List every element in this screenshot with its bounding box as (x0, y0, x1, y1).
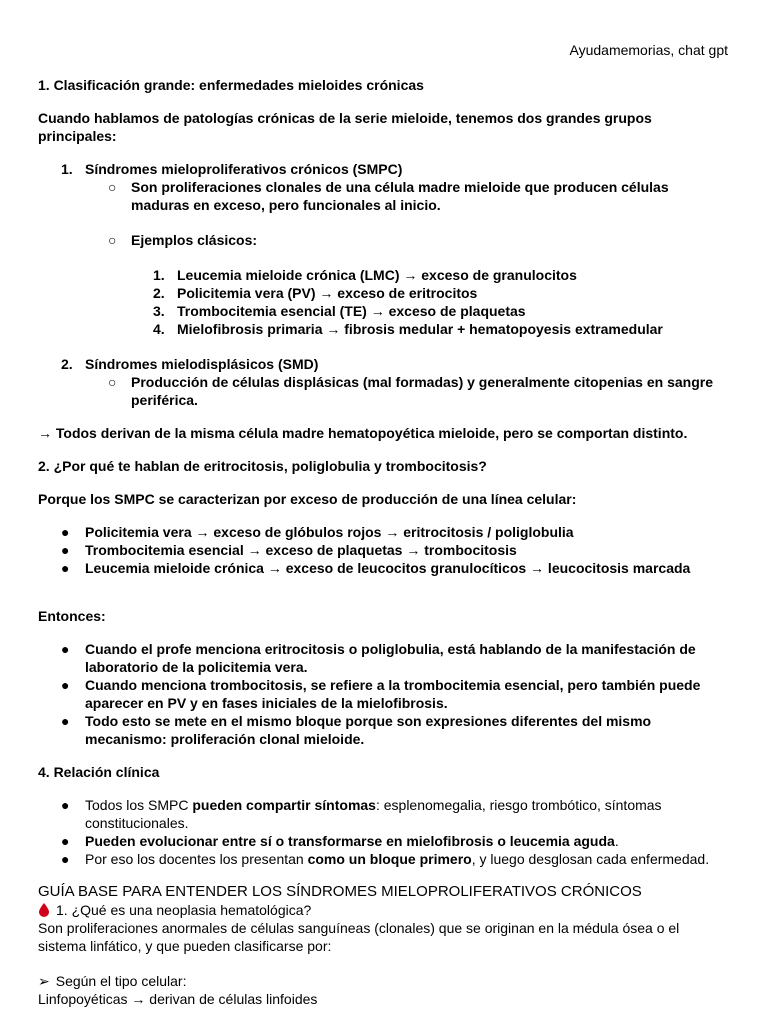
example-text: Trombocitemia esencial (TE) → exceso de plaquetas (177, 303, 526, 319)
group1-bullet2-text: Ejemplos clásicos: (131, 232, 258, 248)
guide-title: GUÍA BASE PARA ENTENDER LOS SÍNDROMES MIELOPROLIFERATIVOS CRÓNICOS (38, 883, 642, 900)
bullet-dot-icon: ● (61, 797, 70, 813)
list-item (38, 559, 730, 577)
group1-heading (38, 160, 730, 178)
example-number: 1. (153, 267, 165, 283)
arrowhead-icon: ➢ (38, 973, 50, 989)
list-item (38, 676, 730, 712)
list-item-text: Todo esto se mete en el mismo bloque porque son expresiones diferentes del mismo mecanismo: proliferación clonal mieloide. (85, 713, 652, 747)
circle-bullet-icon: ○ (108, 232, 117, 248)
guide-question-text: 1. ¿Qué es una neoplasia hematológica? (56, 902, 312, 918)
example-text: Mielofibrosis primaria → fibrosis medular + hematopoyesis extramedular (177, 321, 663, 337)
text-run: , y luego desglosan cada enfermedad. (471, 851, 710, 867)
list-item-text: Leucemia mieloide crónica → exceso de leucocitos granulocíticos → leucocitosis marcada (85, 560, 691, 576)
text-run: : esplenomegalia, riesgo trombótico, síntomas constitucionales. (85, 797, 662, 831)
example-item (38, 320, 730, 338)
example-text: Leucemia mieloide crónica (LMC) → exceso de granulocitos (177, 267, 577, 283)
guide-question (38, 901, 730, 919)
group2-number: 2. (61, 356, 73, 372)
section1-intro: Cuando hablamos de patologías crónicas de la serie mieloide, tenemos dos grandes grupos principales: (38, 110, 652, 144)
group1-number: 1. (61, 161, 73, 177)
example-number: 3. (153, 303, 165, 319)
list-item (38, 712, 730, 748)
list-item (38, 640, 730, 676)
example-number: 4. (153, 321, 165, 337)
guide-by-type (38, 972, 730, 990)
section4-title: 4. Relación clínica (38, 764, 160, 780)
list-item-text (85, 850, 730, 868)
list-item-text: Cuando el profe menciona eritrocitosis o poliglobulia, está hablando de la manifestación de laboratorio de la policitemia vera. (85, 641, 696, 675)
circle-bullet-icon: ○ (108, 179, 117, 195)
guide-answer: Son proliferaciones anormales de células sanguíneas (clonales) que se originan en la médula ósea o el sistema linfático, y que pueden clasificarse por: (38, 920, 680, 954)
circle-bullet-icon: ○ (108, 374, 117, 390)
group2-bullet1-text: Producción de células displásicas (mal formadas) y generalmente citopenias en sangre periférica. (131, 374, 713, 408)
text-run-bold: pueden compartir síntomas (192, 797, 376, 813)
list-item (38, 832, 730, 850)
group1-bullet1 (38, 178, 730, 214)
example-text: Policitemia vera (PV) → exceso de eritrocitos (177, 285, 478, 301)
bullet-dot-icon: ● (61, 524, 70, 540)
bullet-dot-icon: ● (61, 542, 70, 558)
list-item (38, 850, 730, 868)
list-item (38, 523, 730, 541)
list-item-text: Trombocitemia esencial → exceso de plaquetas → trombocitosis (85, 542, 517, 558)
list-item-text: Policitemia vera → exceso de glóbulos rojos → eritrocitosis / poliglobulia (85, 524, 574, 540)
list-item (38, 796, 730, 832)
group1-title: Síndromes mieloproliferativos crónicos (SMPC) (85, 161, 403, 177)
text-run-bold: como un bloque primero (307, 851, 472, 867)
header-doc-label: Ayudamemorias, chat gpt (569, 42, 728, 58)
section2-intro: Porque los SMPC se caracterizan por exceso de producción de una línea celular: (38, 491, 577, 507)
blood-drop-icon (38, 903, 50, 917)
example-item (38, 266, 730, 284)
example-item (38, 302, 730, 320)
group2-heading (38, 355, 730, 373)
bullet-dot-icon: ● (61, 833, 70, 849)
list-item-text (85, 832, 730, 850)
section1-title: 1. Clasificación grande: enfermedades mieloides crónicas (38, 77, 424, 93)
bullet-dot-icon: ● (61, 713, 70, 729)
group2-bullet1 (38, 373, 730, 409)
section2-title: 2. ¿Por qué te hablan de eritrocitosis, poliglobulia y trombocitosis? (38, 458, 487, 474)
guide-by-type-text: Según el tipo celular: (55, 973, 187, 989)
bullet-dot-icon: ● (61, 641, 70, 657)
group1-bullet1-text: Son proliferaciones clonales de una célula madre mieloide que producen células maduras en exceso, pero funcionales al inicio. (131, 179, 669, 213)
bullet-dot-icon: ● (61, 560, 70, 576)
entonces-label: Entonces: (38, 608, 106, 624)
text-run: Todos los SMPC (85, 797, 193, 813)
group2-title: Síndromes mielodisplásicos (SMD) (85, 356, 319, 372)
text-run: Por eso los docentes los presentan (85, 851, 308, 867)
example-item (38, 284, 730, 302)
bullet-dot-icon: ● (61, 851, 70, 867)
list-item (38, 541, 730, 559)
example-number: 2. (153, 285, 165, 301)
section1-conclusion: → Todos derivan de la misma célula madre hematopoyética mieloide, pero se comportan distinto. (38, 425, 688, 441)
text-run: . (614, 833, 619, 849)
guide-lymph: Linfopoyéticas → derivan de células linfoides (38, 991, 318, 1007)
document-body (38, 76, 730, 1008)
bullet-dot-icon: ● (61, 677, 70, 693)
group1-bullet2 (38, 231, 730, 249)
text-run-bold: Pueden evolucionar entre sí o transformarse en mielofibrosis o leucemia aguda (85, 833, 615, 849)
list-item-text (85, 796, 730, 832)
list-item-text: Cuando menciona trombocitosis, se refiere a la trombocitemia esencial, pero también puede aparecer en PV y en fases iniciales de la mielofibrosis. (85, 677, 701, 711)
